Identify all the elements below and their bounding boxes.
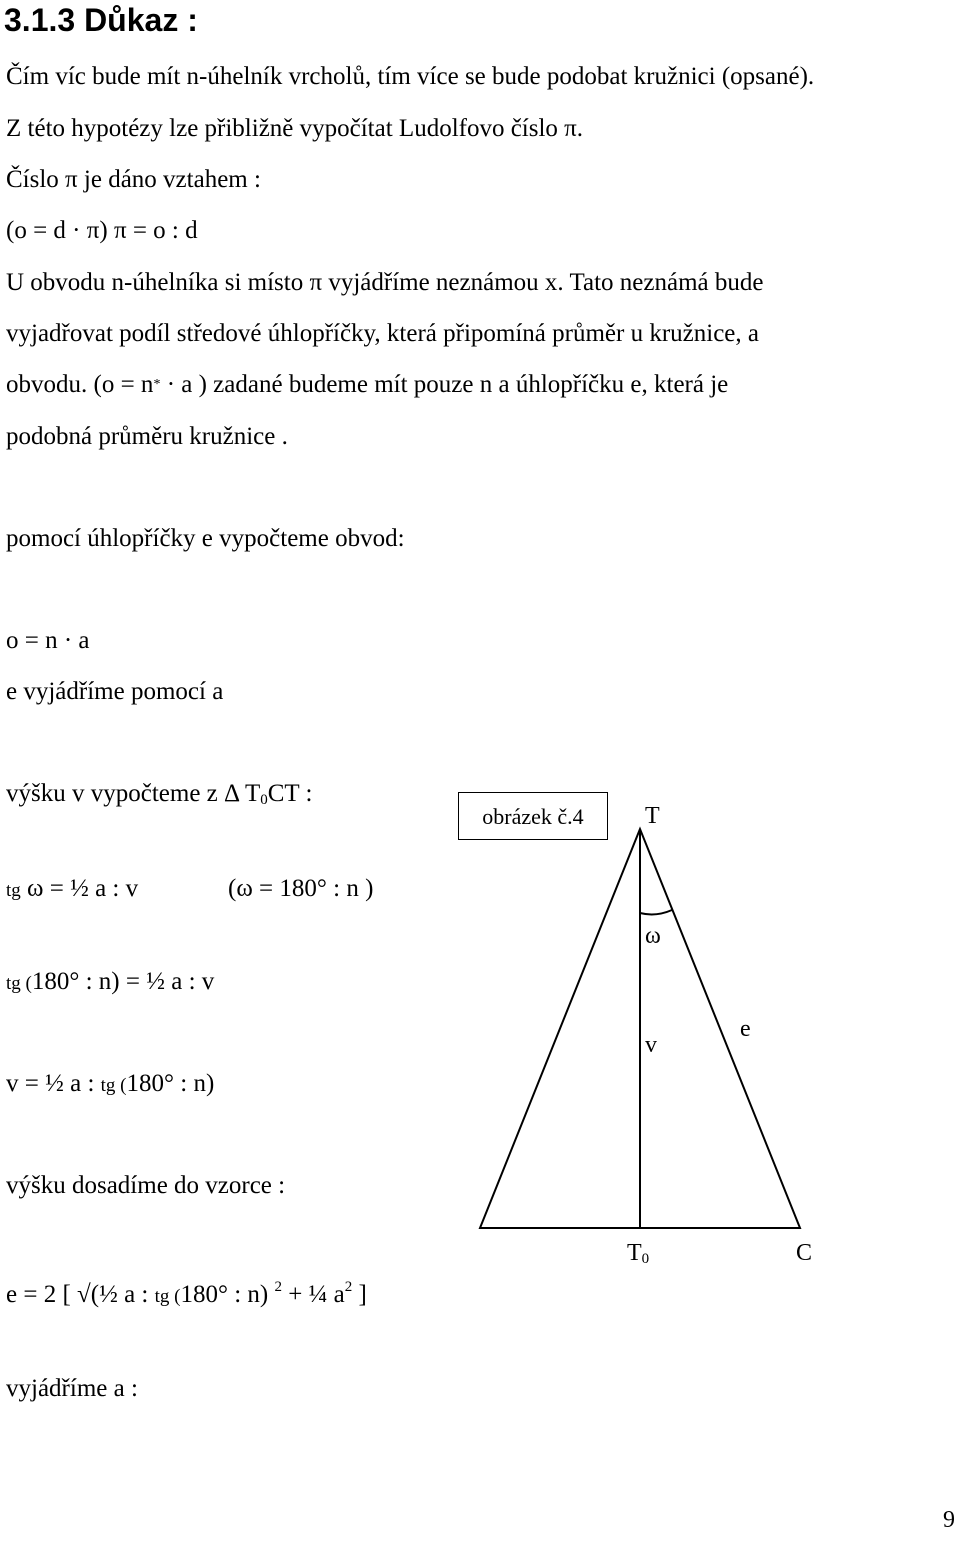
label-T0 xyxy=(627,1240,649,1272)
intro-line-3: Číslo π je dáno vztahem : xyxy=(6,166,261,193)
label-T: T xyxy=(645,803,660,829)
v-eq-text-b: 180° : n) xyxy=(126,1070,215,1097)
vysku-text-a: výšku v vypočteme z Δ T xyxy=(6,780,261,807)
angle-arc xyxy=(640,910,672,914)
intro-line-2: Z této hypotézy lze přibližně vypočítat Ludolfovo číslo π. xyxy=(6,115,584,142)
v-eq-text-a: v = ½ a : xyxy=(6,1070,101,1097)
pomoci-line: pomocí úhlopříčky e vypočteme obvod: xyxy=(6,525,405,552)
intro-line-5: U obvodu n-úhelníka si místo π vyjádříme neznámou x. Tato neznámá bude xyxy=(6,269,764,296)
label-v: v xyxy=(645,1032,657,1058)
e-formula-b: 180° : n) xyxy=(180,1281,275,1308)
label-omega: ω xyxy=(645,923,661,949)
star-mark: * xyxy=(153,377,161,392)
pi-relation: (o = d · π) π = o : d xyxy=(6,217,198,244)
label-T0-sub: 0 xyxy=(641,1251,650,1267)
label-e: e xyxy=(740,1016,751,1042)
e-formula-a: e = 2 [ √(½ a : xyxy=(6,1281,155,1308)
tg-eq2-text: 180° : n) = ½ a : v xyxy=(31,968,215,995)
vysku-subscript: 0 xyxy=(260,792,268,808)
label-T0-main: T xyxy=(627,1240,642,1266)
obvodu-text-b: · a ) zadané budeme mít pouze n a úhlopříčku e, která je xyxy=(160,371,729,398)
intro-line-6: vyjadřovat podíl středové úhlopříčky, která připomíná průměr u kružnice, a xyxy=(6,320,760,347)
page-number: 9 xyxy=(943,1507,955,1533)
dosadime-line: výšku dosadíme do vzorce : xyxy=(6,1172,286,1199)
tg-label: tg xyxy=(6,880,21,901)
exponent-1: 2 xyxy=(274,1279,282,1295)
section-heading: 3.1.3 Důkaz : xyxy=(4,2,198,38)
formula-e-text: e vyjádříme pomocí a xyxy=(6,678,224,705)
tg-label: tg ( xyxy=(100,1075,127,1096)
intro-line-8: podobná průměru kružnice . xyxy=(6,423,288,450)
tg-label: tg ( xyxy=(154,1286,181,1307)
tg-eq1-text: ω = ½ a : v xyxy=(20,875,139,902)
obvodu-text-a: obvodu. (o = n xyxy=(6,371,154,398)
tg-label: tg ( xyxy=(6,973,32,994)
e-formula-c: + ¼ a xyxy=(282,1281,345,1308)
figure-caption: obrázek č.4 xyxy=(458,792,608,840)
label-C: C xyxy=(796,1240,813,1266)
vyjadrime-line: vyjádříme a : xyxy=(6,1375,138,1402)
intro-line-1: Čím víc bude mít n-úhelník vrcholů, tím více se bude podobat kružnici (opsané). xyxy=(6,63,815,90)
exponent-2: 2 xyxy=(344,1279,353,1295)
e-formula-d: ] xyxy=(352,1281,367,1308)
omega-definition: (ω = 180° : n ) xyxy=(228,875,374,902)
formula-o: o = n · a xyxy=(6,627,90,654)
vysku-text-b: CT : xyxy=(267,780,313,807)
